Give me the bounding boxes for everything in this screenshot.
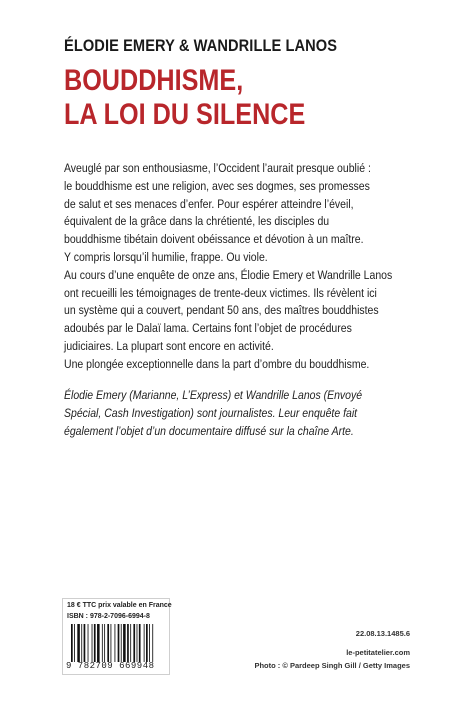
blurb-line: de salut et ses menaces d’enfer. Pour espérer atteindre l’éveil, [64,196,354,211]
blurb-line: adoubés par le Dalaï lama. Certains font l’objet de procédures [64,321,352,336]
bio-line: Spécial, Cash Investigation) sont journalistes. Leur enquête fait [64,405,358,420]
catalog-code: 22.08.13.1485.6 [355,629,410,638]
publisher-website: le-petitatelier.com [346,648,410,657]
author-bio [64,387,387,440]
book-title [64,64,350,132]
blurb-line: le bouddhisme est une religion, avec ses dogmes, ses promesses [64,178,370,193]
bio-line: également l’objet d’un documentaire diffusé sur la chaîne Arte. [64,423,354,438]
title-line-1: BOUDDHISME, [64,64,244,97]
blurb-line: bouddhisme tibétain doivent obéissance et dévotion à un maître. [64,232,364,247]
blurb-line: Y compris lorsqu’il humilie, frappe. Ou viole. [64,249,268,264]
bio-line: Élodie Emery (Marianne, L’Express) et Wandrille Lanos (Envoyé [64,388,363,402]
blurb-line: Une plongée exceptionnelle dans la part d’ombre du bouddhisme. [64,356,370,371]
isbn-label: ISBN : 978-2-7096-6994-8 [67,613,150,620]
barcode-number: 9 782709 669948 [66,661,155,671]
barcode-icon [71,624,163,662]
blurb-line: ont recueilli les témoignages de trente-deux victimes. Ils révèlent ici [64,285,377,300]
price-isbn-box [62,598,170,675]
photo-credit: Photo : © Pardeep Singh Gill / Getty Images [254,661,410,670]
price-label: 18 € TTC prix valable en France [67,602,172,609]
blurb-line: judiciaires. La plupart sont encore en activité. [64,338,274,353]
blurb [64,160,393,374]
blurb-line: équivalent de la grâce dans la chrétienté, les disciples du [64,214,330,229]
authors: ÉLODIE EMERY & WANDRILLE LANOS [64,36,338,55]
blurb-line: Au cours d’une enquête de onze ans, Élodie Emery et Wandrille Lanos [64,267,393,282]
blurb-line: Aveuglé par son enthousiasme, l’Occident l’aurait presque oublié : [64,161,371,175]
blurb-line: un système qui a couvert, pendant 50 ans, des maîtres bouddhistes [64,303,379,318]
title-line-2: LA LOI DU SILENCE [64,98,306,131]
